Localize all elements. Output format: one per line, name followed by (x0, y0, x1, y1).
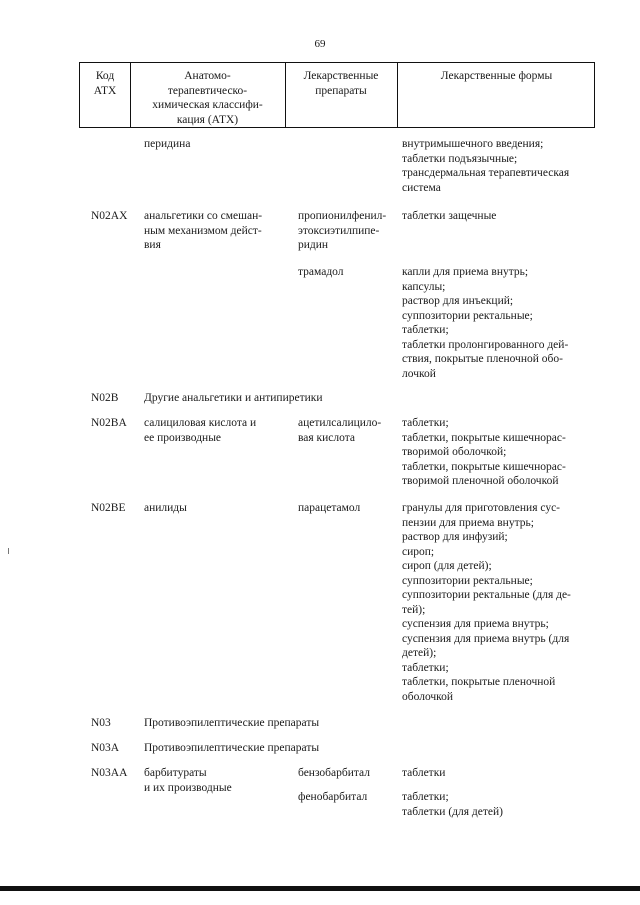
row-drug: трамадол (298, 266, 344, 278)
row-classification: анальгетики со смешан- ным механизмом дейст- вия (144, 210, 263, 251)
header-atc-classification: Анатомо- терапевтическо- химическая классифи- кация (АТХ) (152, 70, 263, 126)
row-atc-code: N03A (91, 742, 120, 754)
row-dosage-forms: таблетки; таблетки, покрытые кишечнорас- творимой оболочкой; таблетки, покрытые кишечнорас- творимой пленочной оболочкой (402, 417, 566, 487)
bottom-border-bar (0, 886, 640, 891)
row-classification: анилиды (144, 502, 187, 514)
header-drugs: Лекарственные препараты (303, 70, 379, 97)
header-dosage-forms: Лекарственные формы (440, 70, 553, 82)
row-classification: барбитураты и их производные (144, 767, 232, 794)
row-atc-code: N02AX (91, 210, 128, 222)
row-dosage-forms: внутримышечного введения; таблетки подъязычные; трансдермальная терапевтическая система (402, 138, 570, 194)
row-drug: пропионилфенил- этоксиэтилпипе- ридин (298, 210, 387, 251)
row-drug: парацетамол (298, 502, 361, 514)
page-number: 69 (314, 38, 326, 50)
row-classification: Противоэпилептические препараты (144, 717, 320, 729)
row-dosage-forms: капли для приема внутрь; капсулы; раствор для инъекций; суппозитории ректальные; таблетки; таблетки пролонгированного дей- ствия, покрытые пленочной обо- лочкой (402, 266, 569, 380)
row-atc-code: N02BA (91, 417, 127, 429)
row-classification: Противоэпилептические препараты (144, 742, 320, 754)
row-dosage-forms: таблетки защечные (402, 210, 497, 222)
row-drug: фенобарбитал (298, 791, 368, 803)
row-atc-code: N03AA (91, 767, 128, 779)
header-atc-code: Код АТХ (93, 70, 117, 97)
margin-mark (8, 548, 9, 554)
row-dosage-forms: таблетки; таблетки (для детей) (402, 791, 503, 818)
row-classification: салициловая кислота и ее производные (144, 417, 257, 444)
row-drug: бензобарбитал (298, 767, 371, 779)
row-atc-code: N03 (91, 717, 111, 729)
row-classification: перидина (144, 138, 191, 150)
row-dosage-forms: таблетки (402, 767, 446, 779)
table-header (79, 62, 595, 128)
row-classification: Другие анальгетики и антипиретики (144, 392, 323, 404)
row-atc-code: N02B (91, 392, 119, 404)
row-atc-code: N02BE (91, 502, 126, 514)
row-drug: ацетилсалицило- вая кислота (298, 417, 382, 444)
row-dosage-forms: гранулы для приготовления сус- пензии для приема внутрь; раствор для инфузий; сироп; сироп (для детей); суппозитории ректальные; суппозитории ректальные (для де- тей); суспензия для приема внутрь; суспензия для приема внутрь (для детей); таблетки; таблетки, покрытые пленочной оболочкой (402, 502, 571, 703)
